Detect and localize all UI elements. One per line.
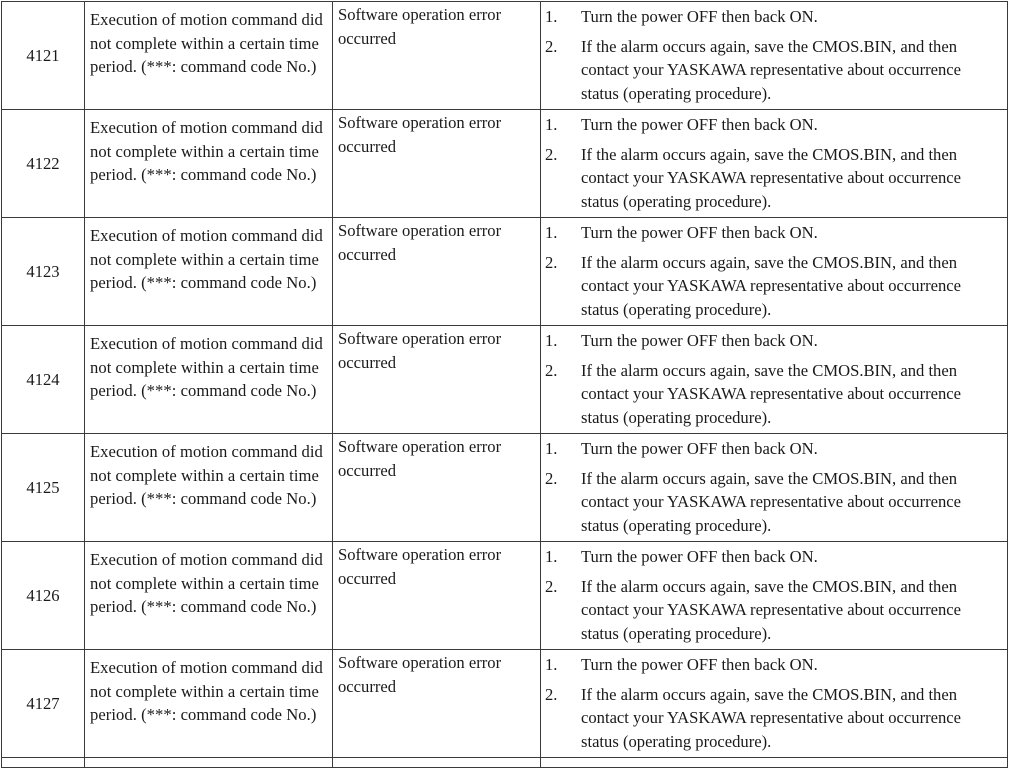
remedy-step-number: 1. <box>545 547 558 566</box>
partial-cell <box>541 758 1008 768</box>
remedy-step-text: If the alarm occurs again, save the CMOS.BIN, and then contact your YASKAWA representative about occurrence status (operating procedure). <box>581 468 962 535</box>
remedy-step-number: 2. <box>545 360 558 380</box>
alarm-remedy <box>541 434 1008 542</box>
alarm-code: 4125 <box>2 434 85 542</box>
remedy-step <box>545 143 1001 214</box>
alarm-cause: Software operation error occurred <box>333 326 541 434</box>
alarm-cause: Software operation error occurred <box>333 218 541 326</box>
alarm-row <box>2 326 1008 434</box>
alarm-description: Execution of motion command did not complete within a certain time period. (***: command code No.) <box>85 2 333 110</box>
alarm-code: 4126 <box>2 542 85 650</box>
remedy-step-number: 1. <box>545 115 558 134</box>
alarm-description: Execution of motion command did not complete within a certain time period. (***: command code No.) <box>85 542 333 650</box>
alarm-code: 4122 <box>2 110 85 218</box>
remedy-step-number: 1. <box>545 439 558 458</box>
remedy-step-text: If the alarm occurs again, save the CMOS.BIN, and then contact your YASKAWA representative about occurrence status (operating procedure). <box>581 252 962 319</box>
remedy-step <box>545 251 1001 322</box>
remedy-step <box>545 359 1001 430</box>
remedy-step <box>545 437 1001 461</box>
alarm-remedy <box>541 650 1008 758</box>
remedy-step-text: Turn the power OFF then back ON. <box>581 331 818 350</box>
partial-cell <box>2 758 85 768</box>
alarm-table-body <box>2 2 1008 768</box>
remedy-step-number: 2. <box>545 36 558 56</box>
remedy-step-text: If the alarm occurs again, save the CMOS.BIN, and then contact your YASKAWA representative about occurrence status (operating procedure). <box>581 576 962 643</box>
alarm-code: 4123 <box>2 218 85 326</box>
remedy-step-text: If the alarm occurs again, save the CMOS.BIN, and then contact your YASKAWA representative about occurrence status (operating procedure). <box>581 36 962 103</box>
remedy-step-text: Turn the power OFF then back ON. <box>581 547 818 566</box>
remedy-step-number: 2. <box>545 468 558 488</box>
remedy-step <box>545 653 1001 677</box>
alarm-table <box>1 1 1008 768</box>
remedy-step <box>545 329 1001 353</box>
alarm-row <box>2 218 1008 326</box>
alarm-row <box>2 650 1008 758</box>
alarm-description: Execution of motion command did not complete within a certain time period. (***: command code No.) <box>85 326 333 434</box>
alarm-remedy <box>541 326 1008 434</box>
alarm-code: 4121 <box>2 2 85 110</box>
alarm-description: Execution of motion command did not complete within a certain time period. (***: command code No.) <box>85 218 333 326</box>
alarm-row <box>2 434 1008 542</box>
remedy-step-text: Turn the power OFF then back ON. <box>581 7 818 26</box>
remedy-step-number: 2. <box>545 684 558 704</box>
remedy-step <box>545 575 1001 646</box>
remedy-step-number: 2. <box>545 144 558 164</box>
remedy-step <box>545 113 1001 137</box>
alarm-row <box>2 2 1008 110</box>
alarm-description: Execution of motion command did not complete within a certain time period. (***: command code No.) <box>85 650 333 758</box>
remedy-step-text: If the alarm occurs again, save the CMOS.BIN, and then contact your YASKAWA representative about occurrence status (operating procedure). <box>581 144 962 211</box>
remedy-step-text: If the alarm occurs again, save the CMOS.BIN, and then contact your YASKAWA representative about occurrence status (operating procedure). <box>581 360 962 427</box>
alarm-row <box>2 110 1008 218</box>
remedy-step-text: Turn the power OFF then back ON. <box>581 439 818 458</box>
partial-cell <box>333 758 541 768</box>
alarm-remedy <box>541 542 1008 650</box>
alarm-code: 4127 <box>2 650 85 758</box>
remedy-step <box>545 221 1001 245</box>
remedy-step <box>545 545 1001 569</box>
alarm-cause: Software operation error occurred <box>333 2 541 110</box>
alarm-description: Execution of motion command did not complete within a certain time period. (***: command code No.) <box>85 434 333 542</box>
remedy-step-text: Turn the power OFF then back ON. <box>581 655 818 674</box>
alarm-cause: Software operation error occurred <box>333 542 541 650</box>
alarm-remedy <box>541 218 1008 326</box>
remedy-step-number: 1. <box>545 331 558 350</box>
remedy-step-number: 2. <box>545 576 558 596</box>
remedy-step-text: If the alarm occurs again, save the CMOS.BIN, and then contact your YASKAWA representative about occurrence status (operating procedure). <box>581 684 962 751</box>
partial-cell <box>85 758 333 768</box>
remedy-step-number: 1. <box>545 655 558 674</box>
remedy-step-text: Turn the power OFF then back ON. <box>581 223 818 242</box>
partial-row <box>2 758 1008 768</box>
alarm-remedy <box>541 2 1008 110</box>
alarm-description: Execution of motion command did not complete within a certain time period. (***: command code No.) <box>85 110 333 218</box>
remedy-step-number: 1. <box>545 7 558 26</box>
remedy-step-number: 1. <box>545 223 558 242</box>
remedy-step <box>545 5 1001 29</box>
alarm-remedy <box>541 110 1008 218</box>
remedy-step-text: Turn the power OFF then back ON. <box>581 115 818 134</box>
alarm-cause: Software operation error occurred <box>333 434 541 542</box>
remedy-step <box>545 467 1001 538</box>
alarm-row <box>2 542 1008 650</box>
alarm-cause: Software operation error occurred <box>333 110 541 218</box>
remedy-step <box>545 683 1001 754</box>
remedy-step-number: 2. <box>545 252 558 272</box>
alarm-code: 4124 <box>2 326 85 434</box>
remedy-step <box>545 35 1001 106</box>
alarm-cause: Software operation error occurred <box>333 650 541 758</box>
